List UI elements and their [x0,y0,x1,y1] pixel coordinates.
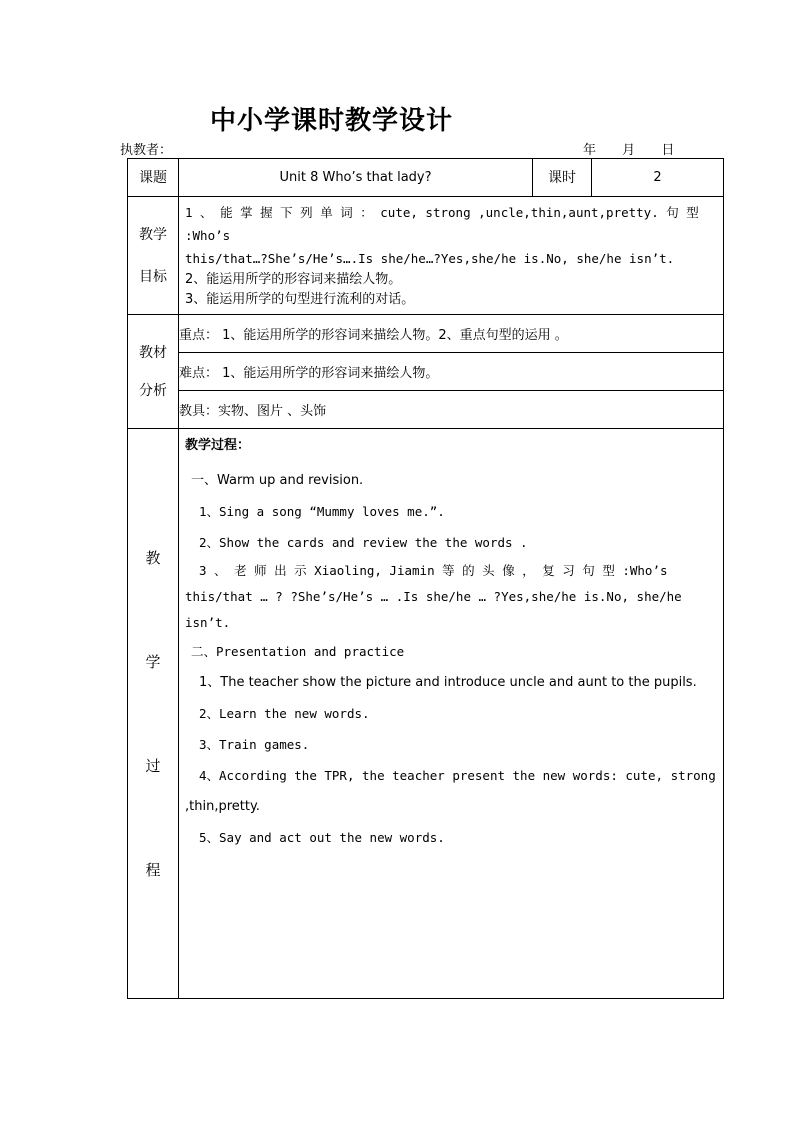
goal-line: 2、能运用所学的形容词来描绘人物。 [185,272,402,287]
analysis-difficulty-row [128,353,724,391]
goals-row [128,197,724,315]
goals-label-1: 教学 [139,226,167,243]
year-label: 年 [583,143,597,158]
process-heading: 教学过程： [185,438,251,453]
process-line: ,thin,pretty. [185,799,260,814]
topic-value: Unit 8 Who’s that lady? [179,159,533,197]
process-line: 二、Presentation and practice [191,644,405,659]
teaching-tools: 教具：实物、图片 、头饰 [179,391,724,429]
process-label-char: 教 [145,549,161,567]
process-content [179,429,724,999]
month-label: 月 [622,143,636,158]
analysis-label-2: 分析 [139,382,167,399]
process-line: 5、Say and act out the new words. [199,830,445,845]
day-label: 日 [661,143,675,158]
difficulty: 难点： 1、能运用所学的形容词来描绘人物。 [179,353,724,391]
topic-label: 课题 [128,159,179,197]
analysis-label-1: 教材 [139,344,167,361]
lesson-plan-table [127,158,724,999]
process-line: 4、According the TPR, the teacher present the new words: cute, strong [199,768,716,783]
page-title: 中小学课时教学设计 [210,106,454,136]
date-line [583,139,696,158]
key-point: 重点： 1、能运用所学的形容词来描绘人物。2、重点句型的运用 。 [179,315,724,353]
process-label-char: 学 [145,653,161,671]
goals-label [128,197,179,315]
goal-line: 1 、 能 掌 握 下 列 单 词 ： cute, strong ,uncle,thin,aunt,pretty. 句 型 :Who’s [185,205,699,243]
process-label-char: 程 [145,861,161,879]
process-line: 2、Show the cards and review the the words . [199,535,528,550]
process-line: 一、Warm up and revision. [191,473,364,488]
process-line: 2、Learn the new words. [199,706,370,721]
teacher-label: 执教者： [120,143,173,158]
process-row [128,429,724,999]
goal-line: this/that…?She’s/He’s….Is she/he…?Yes,she/he is.No, she/he isn’t. [185,251,675,266]
process-label-char: 过 [145,757,161,775]
process-line: 3 、 老 师 出 示 Xiaoling, Jiamin 等 的 头 像 ， 复 习 句 型 :Who’s [199,563,668,578]
goals-content [179,197,724,315]
analysis-key-row [128,315,724,353]
process-line: 1、The teacher show the picture and introduce uncle and aunt to the pupils. [199,675,697,690]
period-value: 2 [592,159,724,197]
goal-line: 3、能运用所学的句型进行流利的对话。 [185,292,415,307]
process-line: 3、Train games. [199,737,310,752]
topic-row [128,159,724,197]
analysis-tools-row [128,391,724,429]
process-line: this/that … ? ?She’s/He’s … .Is she/he … ?Yes,she/he is.No, she/he [185,589,682,604]
process-line: isn’t. [185,615,231,630]
period-label: 课时 [533,159,592,197]
process-label [128,429,179,999]
process-line: 1、Sing a song “Mummy loves me.”. [199,504,445,519]
analysis-label [128,315,179,429]
goals-label-2: 目标 [139,268,167,285]
